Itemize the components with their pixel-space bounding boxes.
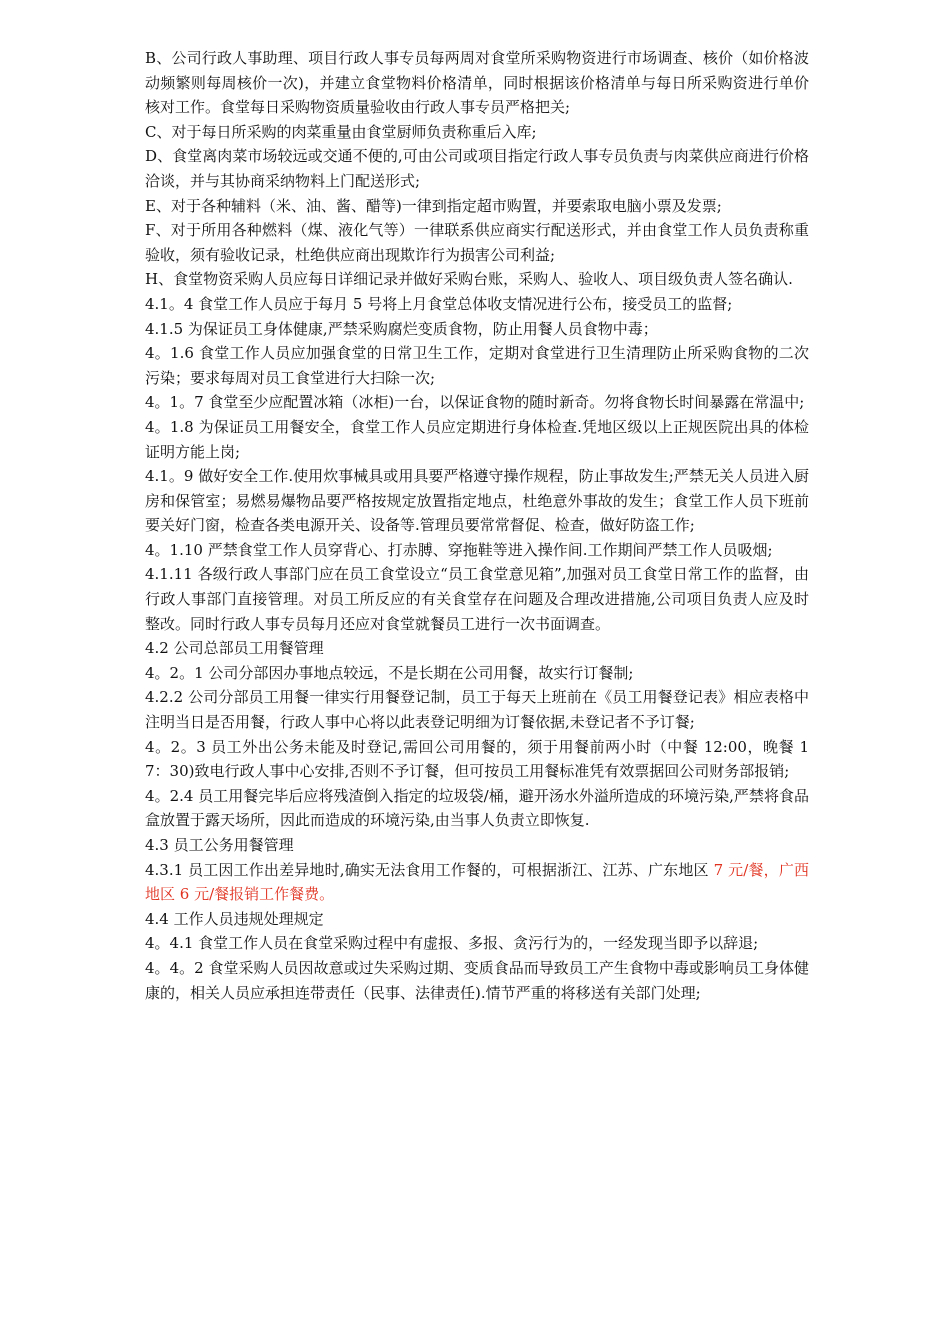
paragraph-4-1-8: 4。1.8 为保证员工用餐安全，食堂工作人员应定期进行身体检查.凭地区级以上正规医院出具的体检证明方能上岗; — [145, 417, 809, 461]
paragraph-4-2-3: 4。2。3 员工外出公务未能及时登记,需回公司用餐的，须于用餐前两小时（中餐 12:00，晚餐 17：30)致电行政人事中心安排,否则不予订餐，但可按员工用餐标准凭有效票据回公司财务部报销; — [145, 737, 809, 781]
paragraph-4-4-1: 4。4.1 食堂工作人员在食堂采购过程中有虚报、多报、贪污行为的，一经发现当即予以辞退; — [145, 934, 759, 953]
paragraph-4-1-5: 4.1.5 为保证员工身体健康,严禁采购腐烂变质食物，防止用餐人员食物中毒； — [145, 319, 658, 338]
paragraph-4-2-1: 4。2。1 公司分部因办事地点较远，不是长期在公司用餐，故实行订餐制; — [145, 663, 634, 682]
paragraph-4-1-7: 4。1。7 食堂至少应配置冰箱（冰柜)一台，以保证食物的随时新奇。勿将食物长时间暴露在常温中; — [145, 393, 805, 412]
paragraph-4-1-4: 4.1。4 食堂工作人员应于每月 5 号将上月食堂总体收支情况进行公布，接受员工的监督; — [145, 294, 733, 313]
paragraph-4-2-4: 4。2.4 员工用餐完毕后应将残渣倒入指定的垃圾袋/桶，避开汤水外溢所造成的环境污染,严禁将食品盒放置于露天场所，因此而造成的环境污染,由当事人负责立即恢复. — [145, 786, 809, 830]
section-heading-4-3: 4.3 员工公务用餐管理 — [145, 836, 294, 854]
paragraph-d-supplier-delivery: D、食堂离肉菜市场较远或交通不便的,可由公司或项目指定行政人事专员负责与肉菜供应商进行价格洽谈，并与其协商采纳物料上门配送形式; — [145, 147, 809, 190]
paragraph-4-1-9: 4.1。9 做好安全工作.使用炊事械具或用具要严格遵守操作规程，防止事故发生;严禁无关人员进入厨房和保管室；易燃易爆物品要严格按规定放置指定地点，杜绝意外事故的发生；食堂工作人员下班前要关好门窗，检查各类电源开关、设备等.管理员要常常督促、检查，做好防盗工作; — [145, 467, 809, 535]
paragraph-4-4-2: 4。4。2 食堂采购人员因故意或过失采购过期、变质食品而导致员工产生食物中毒或影响员工身体健康的，相关人员应承担连带责任（民事、法律责任).情节严重的将移送有关部门处理; — [145, 958, 809, 1002]
paragraph-4-1-10: 4。1.10 严禁食堂工作人员穿背心、打赤膊、穿拖鞋等进入操作间.工作期间严禁工作人员吸烟; — [145, 540, 773, 559]
meal-allowance-highlight: 7 元/餐，广西地区 6 元/餐报销工作餐费。 — [145, 860, 809, 904]
paragraph-e-condiments: E、对于各种辅料（米、油、酱、醋等)一律到指定超市购置，并要索取电脑小票及发票; — [145, 196, 722, 215]
document-body — [145, 46, 809, 1005]
paragraph-4-2-2: 4.2.2 公司分部员工用餐一律实行用餐登记制，员工于每天上班前在《员工用餐登记表》相应表格中注明当日是否用餐，行政人事中心将以此表登记明细为订餐依据,未登记者不予订餐; — [145, 688, 809, 732]
paragraph-4-1-6: 4。1.6 食堂工作人员应加强食堂的日常卫生工作，定期对食堂进行卫生清理防止所采购食物的二次污染；要求每周对员工食堂进行大扫除一次; — [145, 344, 809, 387]
section-heading-4-4: 4.4 工作人员违规处理规定 — [145, 909, 324, 928]
section-heading-4-2: 4.2 公司总部员工用餐管理 — [145, 639, 324, 658]
paragraph-4-3-1-text: 4.3.1 员工因工作出差异地时,确实无法食用工作餐的，可根据浙江、江苏、广东地区 — [145, 860, 714, 879]
paragraph-b-price-survey: B、公司行政人事助理、项目行政人事专员每两周对食堂所采购物资进行市场调查、核价（如价格波动频繁则每周核价一次)，并建立食堂物料价格清单，同时根据该价格清单与每日所采购资进行单价核对工作。食堂每日采购物资质量验收由行政人事专员严格把关; — [145, 49, 809, 117]
paragraph-c-meat-weighing: C、对于每日所采购的肉菜重量由食堂厨师负责称重后入库; — [145, 122, 537, 141]
paragraph-f-fuel: F、对于所用各种燃料（煤、液化气等）一律联系供应商实行配送形式，并由食堂工作人员负责称重验收，须有验收记录，杜绝供应商出现欺诈行为损害公司利益; — [145, 221, 809, 264]
paragraph-4-3-1 — [145, 858, 809, 907]
paragraph-4-1-11: 4.1.11 各级行政人事部门应在员工食堂设立“员工食堂意见箱”,加强对员工食堂日常工作的监督，由行政人事部门直接管理。对员工所反应的有关食堂存在问题及合理改进措施,公司项目负责人应及时整改。同时行政人事专员每月还应对食堂就餐员工进行一次书面调查。 — [145, 565, 809, 633]
paragraph-h-purchase-ledger: H、食堂物资采购人员应每日详细记录并做好采购台账，采购人、验收人、项目级负责人签名确认. — [145, 270, 793, 289]
